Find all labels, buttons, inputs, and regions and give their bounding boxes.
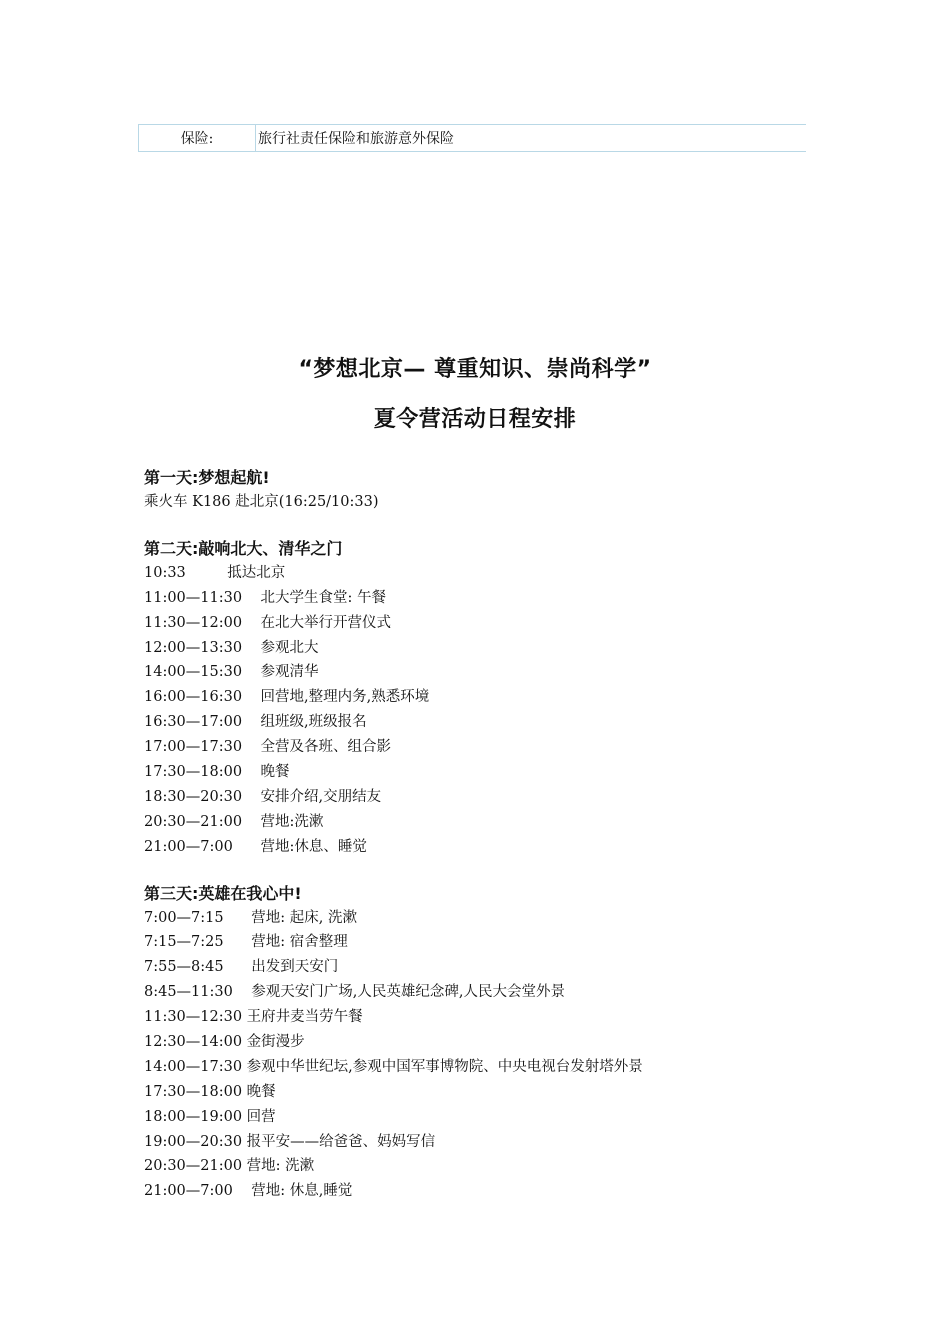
schedule-item: 21:00—7:00 营地: 休息,睡觉 [144, 1183, 353, 1200]
insurance-label: 保险: [139, 125, 256, 151]
day-heading: 第二天:敲响北大、清华之门 [144, 538, 343, 558]
schedule-item: 乘火车 K186 赴北京(16:25/10:33) [144, 494, 379, 510]
schedule-item: 18:00—19:00 回营 [144, 1108, 276, 1125]
schedule-item: 20:30—21:00 营地:洗漱 [144, 813, 324, 830]
schedule-item: 14:00—15:30 参观清华 [144, 664, 319, 681]
schedule-item: 16:30—17:00 组班级,班级报名 [144, 714, 367, 731]
day-2-section [144, 536, 844, 860]
schedule-item: 12:30—14:00 金街漫步 [144, 1034, 305, 1051]
schedule-item: 11:00—11:30 北大学生食堂: 午餐 [144, 589, 387, 606]
schedule-item: 12:00—13:30 参观北大 [144, 639, 319, 656]
schedule [144, 465, 844, 1204]
schedule-item: 20:30—21:00 营地: 洗漱 [144, 1158, 315, 1175]
day-heading: 第一天:梦想起航! [144, 468, 270, 487]
schedule-item: 17:30—18:00 晚餐 [144, 764, 290, 781]
schedule-item: 17:00—17:30 全营及各班、组合影 [144, 739, 392, 756]
schedule-item: 7:00—7:15 营地: 起床, 洗漱 [144, 909, 357, 926]
document-title: “梦想北京— 尊重知识、崇尚科学” [298, 357, 652, 382]
schedule-item: 16:00—16:30 回营地,整理内务,熟悉环境 [144, 689, 430, 706]
schedule-item: 17:30—18:00 晚餐 [144, 1083, 276, 1100]
day-1-section [144, 465, 844, 515]
insurance-table [138, 124, 806, 152]
schedule-item: 11:30—12:30 王府井麦当劳午餐 [144, 1009, 363, 1026]
schedule-item: 7:55—8:45 出发到天安门 [144, 959, 339, 976]
document-subtitle: 夏令营活动日程安排 [373, 407, 577, 432]
schedule-item: 14:00—17:30 参观中华世纪坛,参观中国军事博物院、中央电视台发射塔外景 [144, 1058, 643, 1075]
schedule-item: 21:00—7:00 营地:休息、睡觉 [144, 838, 367, 855]
schedule-item: 10:33 抵达北京 [144, 564, 286, 581]
schedule-item: 7:15—7:25 营地: 宿舍整理 [144, 934, 348, 951]
schedule-item: 19:00—20:30 报平安——给爸爸、妈妈写信 [144, 1133, 436, 1150]
insurance-value: 旅行社责任保险和旅游意外保险 [258, 131, 454, 147]
day-3-section [144, 881, 844, 1205]
schedule-item: 11:30—12:00 在北大举行开营仪式 [144, 614, 392, 631]
schedule-item: 18:30—20:30 安排介绍,交朋结友 [144, 788, 382, 805]
schedule-item: 8:45—11:30 参观天安门广场,人民英雄纪念碑,人民大会堂外景 [144, 984, 566, 1001]
day-heading: 第三天:英雄在我心中! [144, 883, 302, 903]
